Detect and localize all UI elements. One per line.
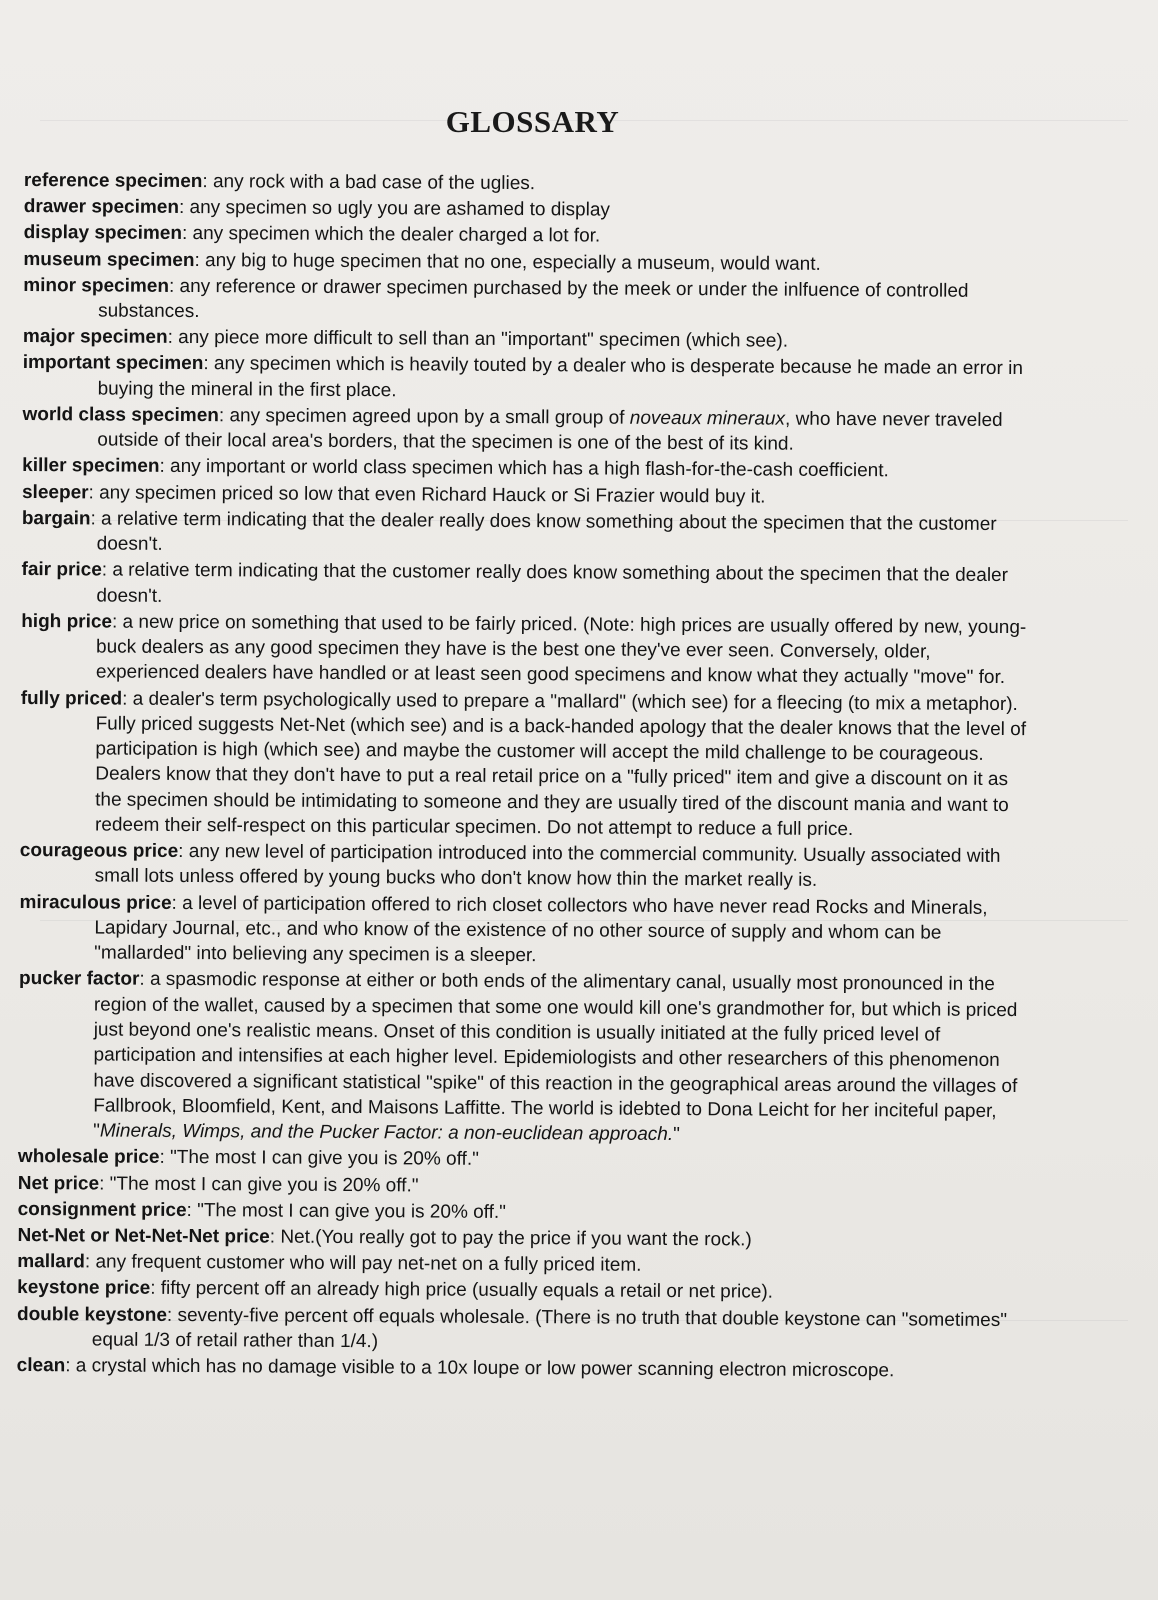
glossary-definition: "The most I can give you is 20% off." [109, 1173, 419, 1197]
glossary-entry: courageous price: any new level of participation introduced into the commercial community. Usually associated with small lots unless offered by young bucks who don't know how thin the market really is. [19, 840, 1001, 892]
glossary-term: drawer specimen [23, 196, 180, 219]
glossary-definition: a new price on something that used to be fairly priced. (Note: high prices are usually offered by new, young-buck dealers as any good specimen they have is the best one they've ever seen. Conversely, older, experienced dealers have handled or at least seen good specimens and know what they actually "move" for. [95, 611, 1027, 689]
glossary-entry: important specimen: any specimen which is heavily touted by a dealer who is desperate because he made an error in buying the mineral in the first place. [22, 352, 1023, 401]
glossary-term: minor specimen [23, 274, 170, 297]
glossary-term: fully priced [20, 687, 123, 710]
glossary-term: double keystone [16, 1303, 167, 1326]
glossary-term: museum specimen [23, 248, 195, 271]
glossary-definition: seventy-five percent off equals wholesale. (There is no truth that double keystone can "sometimes" equal 1/3 of retail rather than 1/4.) [91, 1304, 1008, 1353]
glossary-entry: minor specimen: any reference or drawer specimen purchased by the meek or under the inlfuence of controlled substances. [23, 274, 969, 323]
glossary-definition: any big to huge specimen that no one, especially a museum, would want. [205, 249, 821, 275]
glossary-definition: a relative term indicating that the dealer really does know something about the specimen that the customer doesn't. [96, 508, 997, 555]
glossary-term: high price [21, 610, 113, 633]
page-title: GLOSSARY [445, 104, 620, 139]
glossary-entry: wholesale price: "The most I can give you is 20% off." [17, 1146, 479, 1171]
glossary-definition: any rock with a bad case of the uglies. [212, 171, 536, 195]
glossary-entry: Net-Net or Net-Net-Net price: Net.(You really got to pay the price if you want the rock.) [17, 1224, 752, 1251]
glossary-definition: a relative term indicating that the customer really does know something about the specimen that the dealer doesn't. [96, 559, 1009, 607]
glossary-definition: "The most I can give you is 20% off." [169, 1147, 479, 1171]
glossary-definition: any specimen which the dealer charged a lot for. [192, 223, 601, 247]
glossary-term: major specimen [22, 326, 168, 349]
glossary-term: clean [16, 1355, 66, 1377]
glossary-entry: miraculous price: a level of participation offered to rich closet collectors who have never read Rocks and Minerals, Lapidary Journal, etc., and who know of the existence of no other source of supply and whom can be "mallarded" into believing any specimen is a sleeper. [19, 891, 988, 967]
glossary-term: miraculous price [19, 891, 172, 914]
glossary-entry: mallard: any frequent customer who will pay net-net on a fully priced item. [17, 1251, 642, 1276]
glossary-entry: keystone price: fifty percent off an already high price (usually equals a retail or net price). [17, 1277, 774, 1303]
glossary-definition: any frequent customer who will pay net-net on a fully priced item. [95, 1251, 642, 1276]
glossary-entry: sleeper: any specimen priced so low that even Richard Hauck or Si Frazier would buy it. [21, 481, 766, 508]
glossary-term: pucker factor [18, 968, 140, 991]
glossary-entry: reference specimen: any rock with a bad case of the uglies. [23, 169, 536, 195]
glossary-entry: fully priced: a dealer's term psychologically used to prepare a "mallard" (which see) for a fleecing (to mix a metaphor). Fully priced suggests Net-Net (which see) and is a back-handed apology that the dealer knows that the level of participation is high (which see) and maybe the customer will accept the mild challenge to be courageous. Dealers know that they don't have to put a real retail price on a "fully priced" item and give a discount on it as the specimen should be intimidating to someone and they are usually tired of the discount mania and want to redeem their self-respect on this particular specimen. Do not attempt to reduce a full price. [20, 687, 1027, 841]
glossary-term: display specimen [23, 222, 183, 245]
glossary-term: sleeper [21, 481, 89, 503]
glossary-definition: fifty percent off an already high price (usually equals a retail or net price). [160, 1278, 774, 1303]
glossary-term: killer specimen [22, 455, 160, 478]
glossary-entry: museum specimen: any big to huge specimen that no one, especially a museum, would want. [23, 248, 821, 275]
glossary-definition: a dealer's term psychologically used to prepare a "mallard" (which see) for a fleecing (to mix a metaphor). Fully priced suggests Net-Net (which see) and is a back-handed apology that the dealer knows that the level of participation is high (which see) and maybe the customer will accept the mild challenge to be courageous. Dealers know that they don't have to put a real retail price on a "fully priced" item and give a discount on it as the specimen should be intimidating to someone and they are usually tired of the discount mania and want to redeem their self-respect on this particular specimen. Do not attempt to reduce a full price. [94, 688, 1027, 841]
glossary-definition: "The most I can give you is 20% off." [197, 1199, 507, 1223]
glossary-term: world class specimen [22, 403, 219, 427]
glossary-definition: any specimen so ugly you are ashamed to display [189, 197, 610, 221]
glossary-term: consignment price [17, 1198, 187, 1221]
glossary-term: fair price [21, 559, 102, 581]
glossary-entry: high price: a new price on something that used to be fairly priced. (Note: high prices are usually offered by new, young-buck dealers as any good specimen they have is the best one they've ever seen. Conversely, older, experienced dealers have handled or at least seen good specimens and know what they actually "move" for. [21, 610, 1027, 689]
glossary-entry: double keystone: seventy-five percent off equals wholesale. (There is no truth that double keystone can "sometimes" equal 1/3 of retail rather than 1/4.) [16, 1303, 1008, 1353]
glossary-term: important specimen [22, 352, 204, 375]
glossary-entry: fair price: a relative term indicating that the customer really does know something about the specimen that the dealer doesn't. [21, 559, 1009, 607]
glossary-definition: a spasmodic response at either or both ends of the alimentary canal, usually most pronounced in the region of the wallet, caused by a specimen that some one would kill one's grandmother for, but which is priced just beyond one's realistic means. Onset of this condition is usually initiated at the fully priced level of participation and intensifies at each higher level. Epidemiologists and other researchers of this phenomenon have discovered a significant statistical "spike" of this reaction in the geographical areas around the villages of Fallbrook, Bloomfield, Kent, and Maisons Laffitte. The world is idebted to Dona Leicht for her inciteful paper, "Minerals, Wimps, and the Pucker Factor: a non-euclidean approach." [93, 969, 1018, 1146]
glossary-entry: pucker factor: a spasmodic response at either or both ends of the alimentary canal, usually most pronounced in the region of the wallet, caused by a specimen that some one would kill one's grandmother for, but which is priced just beyond one's realistic means. Onset of this condition is usually initiated at the fully priced level of participation and intensifies at each higher level. Epidemiologists and other researchers of this phenomenon have discovered a significant statistical "spike" of this reaction in the geographical areas around the villages of Fallbrook, Bloomfield, Kent, and Maisons Laffitte. The world is idebted to Dona Leicht for her inciteful paper, "Minerals, Wimps, and the Pucker Factor: a non-euclidean approach." [18, 968, 1018, 1146]
glossary-definition: any specimen which is heavily touted by a dealer who is desperate because he made an error in buying the mineral in the first place. [97, 353, 1023, 401]
glossary-term: keystone price [17, 1277, 151, 1300]
glossary-definition: any piece more difficult to sell than an "important" specimen (which see). [178, 327, 789, 352]
glossary-list [17, 168, 1039, 1385]
glossary-definition: a crystal which has no damage visible to a 10x loupe or low power scanning electron microscope. [75, 1355, 895, 1382]
glossary-definition: any new level of participation introduced into the commercial community. Usually associated with small lots unless offered by young bucks who don't know how thin the market really is. [94, 841, 1001, 892]
glossary-term: bargain [21, 507, 91, 530]
glossary-entry: display specimen: any specimen which the dealer charged a lot for. [23, 222, 601, 247]
glossary-term: Net-Net or Net-Net-Net price [17, 1224, 270, 1248]
glossary-entry: consignment price: "The most I can give you is 20% off." [17, 1198, 507, 1223]
glossary-entry: drawer specimen: any specimen so ugly you are ashamed to display [23, 196, 610, 221]
glossary-entry: world class specimen: any specimen agreed upon by a small group of noveaux mineraux, who have never traveled outside of their local area's borders, that the specimen is one of the best of its kind. [22, 403, 1003, 455]
glossary-definition: any specimen priced so low that even Richard Hauck or Si Frazier would buy it. [99, 482, 766, 508]
glossary-definition: Net.(You really got to pay the price if you want the rock.) [280, 1226, 752, 1251]
glossary-term: wholesale price [17, 1146, 160, 1169]
glossary-entry: killer specimen: any important or world class specimen which has a high flash-for-the-cash coefficient. [22, 455, 889, 482]
glossary-entry: Net price: "The most I can give you is 20% off." [17, 1172, 419, 1197]
glossary-term: mallard [17, 1251, 85, 1273]
glossary-definition: a level of participation offered to rich closet collectors who have never read Rocks and Minerals, Lapidary Journal, etc., and who know of the existence of no other source of supply and whom can be "mallarded" into believing any specimen is a sleeper. [94, 892, 988, 967]
glossary-term: Net price [17, 1172, 100, 1195]
glossary-entry: bargain: a relative term indicating that the dealer really does know something about the specimen that the customer doesn't. [21, 507, 997, 555]
glossary-term: courageous price [19, 840, 179, 863]
glossary-definition: any important or world class specimen which has a high flash-for-the-cash coefficient. [169, 456, 889, 482]
glossary-definition: any reference or drawer specimen purchased by the meek or under the inlfuence of controlled substances. [98, 275, 969, 323]
glossary-definition: any specimen agreed upon by a small group of noveaux mineraux, who have never traveled outside of their local area's borders, that the specimen is one of the best of its kind. [97, 405, 1003, 455]
glossary-term: reference specimen [23, 169, 203, 193]
glossary-entry: major specimen: any piece more difficult to sell than an "important" specimen (which see). [22, 326, 789, 352]
glossary-entry: clean: a crystal which has no damage visible to a 10x loupe or low power scanning electron microscope. [16, 1355, 895, 1382]
